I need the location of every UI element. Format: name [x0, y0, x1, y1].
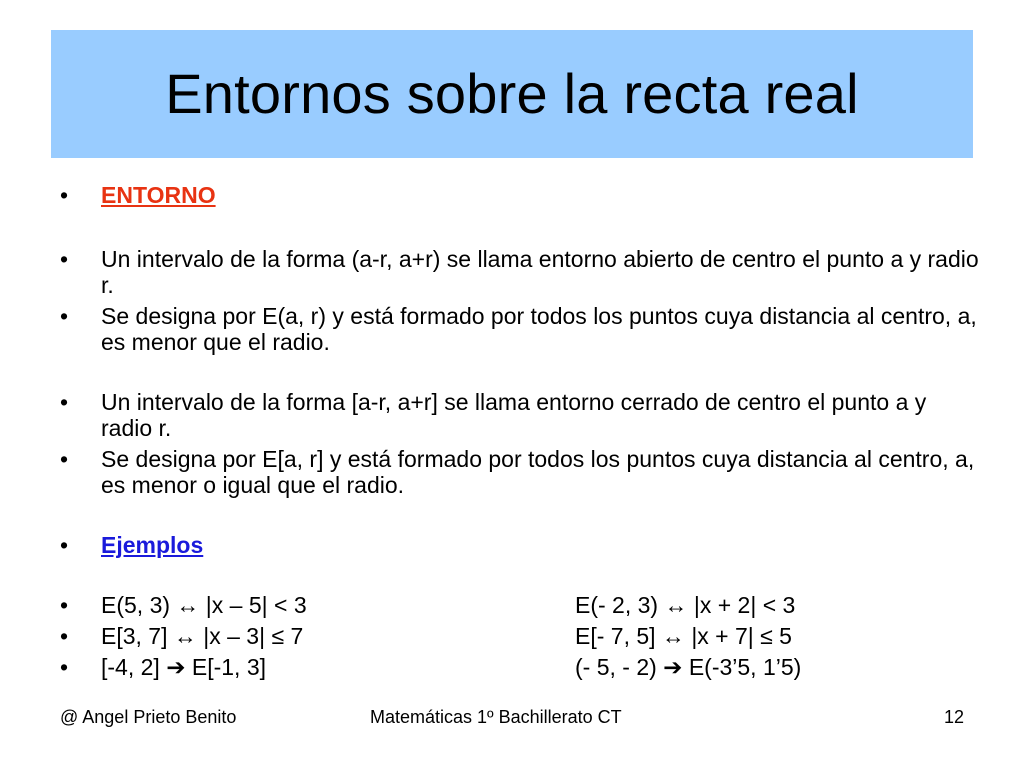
footer-course: Matemáticas 1º Bachillerato CT [370, 707, 622, 727]
example-right: E(- 2, 3) ↔ |x + 2| < 3 [575, 592, 796, 618]
content-list [60, 182, 980, 680]
bullet-dot: • [60, 446, 69, 472]
example-right: (- 5, - 2) ➔ E(-3’5, 1’5) [575, 654, 802, 680]
example-left: [-4, 2] ➔ E[-1, 3] [101, 654, 266, 680]
bullet-para-1 [60, 246, 980, 298]
paragraph-open-definition: Se designa por E(a, r) y está formado por todos los puntos cuya distancia al centro, a, es menor que el radio. [101, 303, 977, 355]
bullet-dot: • [60, 246, 69, 272]
example-row [60, 592, 980, 618]
bullet-dot: • [60, 623, 69, 649]
bullet-entorno-heading [60, 182, 980, 208]
paragraph-closed-interval: Un intervalo de la forma [a-r, a+r] se llama entorno cerrado de centro el punto a y radio r. [101, 389, 927, 441]
example-row [60, 623, 980, 649]
ejemplos-heading[interactable]: Ejemplos [101, 532, 204, 558]
bullet-para-3 [60, 389, 980, 441]
footer-page-number: 12 [944, 707, 965, 727]
bullet-para-4 [60, 446, 980, 498]
bullet-ejemplos-heading [60, 532, 980, 558]
paragraph-open-interval: Un intervalo de la forma (a-r, a+r) se llama entorno abierto de centro el punto a y radio r. [101, 246, 979, 298]
example-row [60, 654, 980, 680]
bullet-dot: • [60, 654, 69, 680]
bullet-dot: • [60, 389, 69, 415]
bullet-dot: • [60, 182, 69, 208]
title-banner [51, 30, 973, 158]
bullet-dot: • [60, 303, 69, 329]
example-left: E(5, 3) ↔ |x – 5| < 3 [101, 592, 307, 618]
example-right: E[- 7, 5] ↔ |x + 7| ≤ 5 [575, 623, 792, 649]
entorno-heading[interactable]: ENTORNO [101, 182, 216, 208]
footer-author: @ Angel Prieto Benito [60, 707, 237, 727]
paragraph-closed-definition: Se designa por E[a, r] y está formado por todos los puntos cuya distancia al centro, a, es menor o igual que el radio. [101, 446, 975, 498]
bullet-dot: • [60, 532, 69, 558]
slide-title: Entornos sobre la recta real [165, 62, 859, 125]
example-left: E[3, 7] ↔ |x – 3| ≤ 7 [101, 623, 304, 649]
bullet-dot: • [60, 592, 69, 618]
bullet-para-2 [60, 303, 980, 355]
